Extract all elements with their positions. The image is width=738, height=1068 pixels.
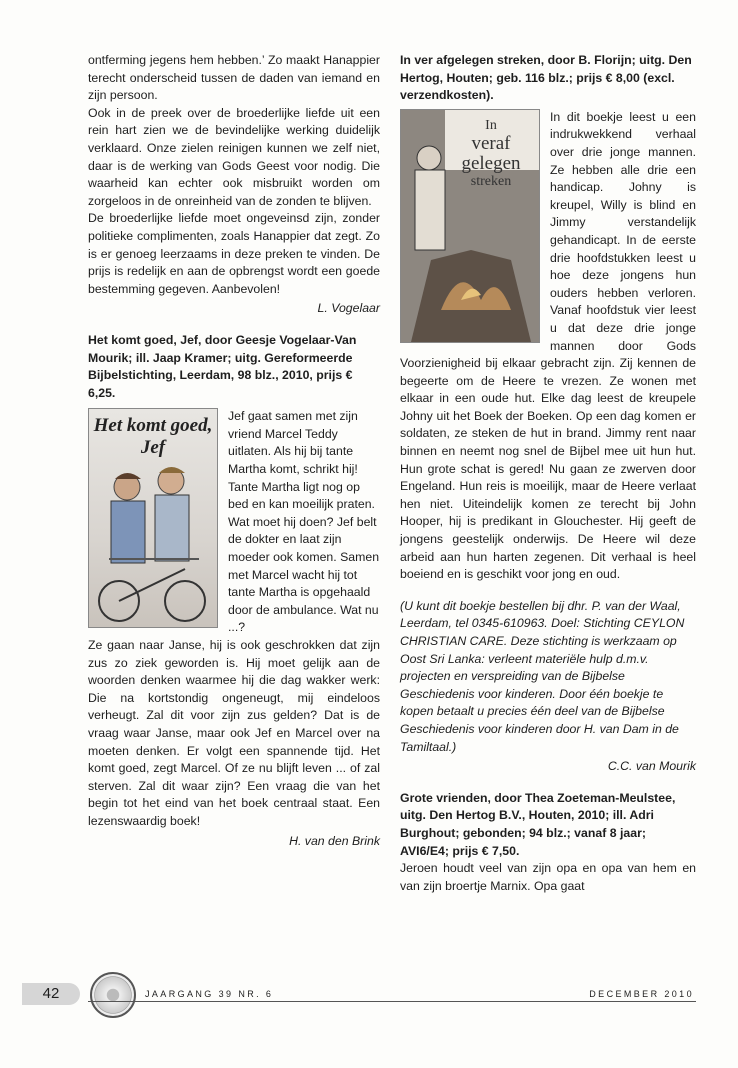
journal-volume: JAARGANG 39 NR. 6 [145, 989, 274, 999]
review-body: Jeroen houdt veel van zijn opa en opa van hem en van zijn broertje Marnix. Opa gaat [400, 861, 696, 893]
cover-illustration [89, 409, 217, 627]
review-body: In dit boekje leest u een indrukwekkend verhaal over drie jonge mannen. Ze hebben alle drie een handicap. Johny is kreupel, Willy is blind en Jimmy verstandelijk gehandicapt. In de eerste drie hoofdstukken leest u hoe deze jongens hun ouders hebben verloren. Vanaf hoofdstuk vier leest u dat deze drie jonge mannen door Gods Voorzienigheid bij elkaar gebracht zijn. Zij kennen de begeerte om de Heere te vrezen. Ze wonen met elkaar in een oude hut. Elke dag leest de kreupele Johny uit het Boek der Boeken. Op een dag komen er soldaten, ze steken de hut in brand. Jimmy rent naar binnen en neemt nog snel de Bijbel mee uit hun hut. Hun grote schat is gered! Nu gaan ze zwerven door Engeland. Hun reis is moeilijk, maar de Heere verlaat hen niet. Uiteindelijk komen ze terecht bij John Hooper, hij is predikant in Glouchester. Hij geeft de jongens geestelijk onderwijs. De Heere wil deze arbeid aan hun harten zegenen. Dit verhaal is heel boeiend en is geschikt voor jong en oud. [400, 109, 696, 582]
review-heading: Het komt goed, Jef, door Geesje Vogelaar-Van Mourik; ill. Jaap Kramer; uitg. Gereformeerde Bijbelstichting, Leerdam, 98 blz., 2010, prijs € 6,25. [88, 332, 357, 400]
paragraph: De broederlijke liefde moet ongeveinsd zijn, zonder politieke complimenten, zoals Hanappier dat zegt. Zo is er genoeg leerzaams in deze preken te vinden. De prijs is redelijk en aan de opbrengst wordt een goede bestemming gegeven. Aanbevolen! [88, 211, 380, 296]
cover-title-main: veraf gelegen [461, 132, 521, 174]
review-signature: H. van den Brink [289, 833, 380, 848]
right-column [400, 52, 696, 895]
book-cover-image [88, 408, 218, 628]
book-cover-image [400, 109, 540, 343]
journal-seal-icon [90, 972, 136, 1018]
left-column [88, 52, 380, 850]
cover-title-prefix: In [485, 117, 497, 133]
page-number: 42 [22, 983, 80, 1005]
paragraph: ontferming jegens hem hebben.’ Zo maakt Hanappier terecht onderscheid tussen de daden van iemand en zijn persoon. [88, 53, 380, 103]
issue-date: DECEMBER 2010 [589, 989, 694, 999]
order-note: (U kunt dit boekje bestellen bij dhr. P. van der Waal, Leerdam, tel 0345-610963. Doel: Stichting CEYLON CHRISTIAN CARE. Deze stichting is werkzaam op Oost Sri Lanka: verleent materiële hulp d.m.v. projecten en verspreiding van de Bijbelse Geschiedenis voor kinderen. Door één boekje te kopen betaalt u precies één deel van de Bijbelse Geschiedenis voor kinderen door H. van Dam in de Tamiltaal.) [400, 598, 685, 754]
paragraph: Ook in de preek over de broederlijke liefde uit een rein hart zien we de bevindelijke werking duidelijk verklaard. Onze zielen reinigen kunnen we zelf niet, daar is de werking van Gods Geest voor nodig. Die waarheid kan echter ook misbruikt worden om zorgeloos in de onreinheid van de zonden te blijven. [88, 105, 380, 208]
review-body: Ze gaan naar Janse, hij is ook geschrokken dat zijn zus zo ziek geworden is. Hij moet gelijk aan de woorden denken waarmee hij die dag wakker werk: Die na kortstondig ongeneugt, mij eindeloos verheugt. Zal dit voor zijn zus gelden? Dat is de vraag waar Janse, maar ook Jef en Marcel over na moeten denken. Er volgt een spannende tijd. Het komt goed, zegt Marcel. Of ze nu blijft leven ... of zal sterven. Zal dit waar zijn? Een vraag die van het begin tot het eind van het boek centraal staat. Een lezenswaardig boek! [88, 638, 380, 828]
review-heading: In ver afgelegen streken, door B. Florijn; uitg. Den Hertog, Houten; geb. 116 blz.; prijs € 8,00 (excl. verzendkosten). [400, 53, 692, 103]
review-signature: C.C. van Mourik [607, 759, 696, 774]
review-body: Jef gaat samen met zijn vriend Marcel Teddy uitlaten. Als hij bij tante Martha komt, schrikt hij! Tante Martha ligt nog op bed en kan moeilijk praten. Wat moet hij doen? Jef belt de dokter en laat zijn moeder ook komen. Samen met Marcel wacht hij tot tante Martha is opgehaald door de ambulance. Wat nu ...? [228, 409, 380, 635]
cover-title-suffix: streken [470, 173, 512, 189]
review-heading: Grote vrienden, door Thea Zoeteman-Meulstee, uitg. Den Hertog B.V., Houten, 2010; ill. Adri Burghout; gebonden; 94 blz.; vanaf 8 jaar; AVI6/E4; prijs € 7,50. [400, 790, 676, 858]
footer-rule [88, 1001, 696, 1002]
review-signature: L. Vogelaar [317, 301, 380, 316]
book-cover-title [449, 118, 533, 190]
book-cover-title: Het komt goed, Jef [93, 415, 213, 459]
